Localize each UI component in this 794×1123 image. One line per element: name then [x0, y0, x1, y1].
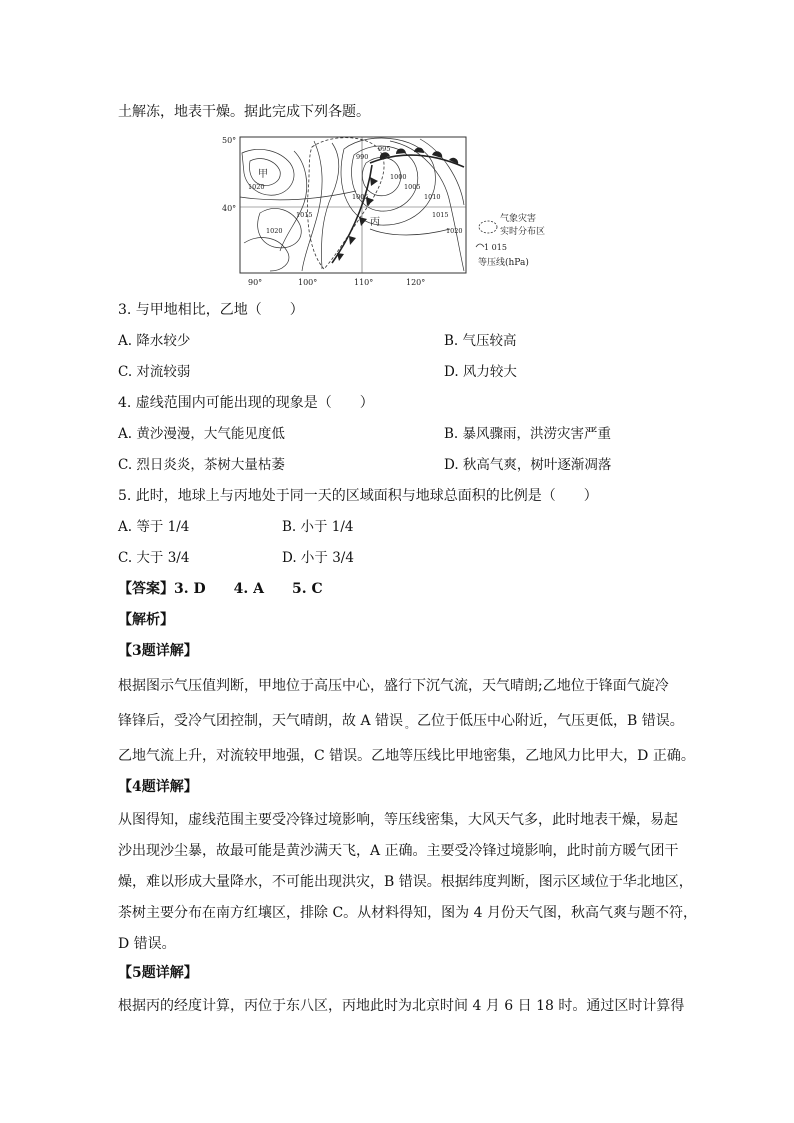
- q3-line-3: 乙地气流上升，对流较甲地强，C 错误。乙地等压线比甲地密集，乙地风力比甲大，D 正确。: [118, 748, 695, 764]
- weather-map: [220, 133, 546, 291]
- q3-line-2: 锋锋后，受冷气团控制，天气晴朗，故 A 错误 $_。$ 乙位于低压中心附近，气压更低，B 错误。: [118, 713, 684, 731]
- isobar-value: 990: [356, 153, 369, 161]
- q5-heading: 【5题详解】: [118, 965, 198, 981]
- question-4-option-b: B. 暴风骤雨，洪涝灾害严重: [444, 426, 612, 442]
- question-4-stem: 4. 虚线范围内可能出现的现象是（ ）: [118, 395, 374, 411]
- question-4-option-d: D. 秋高气爽，树叶逐渐凋落: [444, 457, 612, 473]
- question-3-option-a: A. 降水较少: [118, 333, 191, 349]
- legend-isobar-value: 1 015: [484, 243, 507, 252]
- question-5-stem: 5. 此时，地球上与丙地处于同一天的区域面积与地球总面积的比例是（ ）: [118, 488, 598, 504]
- analysis-heading: 【解析】: [118, 612, 174, 628]
- q4-line-1: 从图得知，虚线范围主要受冷锋过境影响，等压线密集，大风天气多，此时地表干燥，易起: [118, 812, 678, 828]
- question-3-stem: 3. 与甲地相比，乙地（ ）: [118, 302, 304, 318]
- lon-label-120: 120°: [406, 278, 426, 287]
- question-5-option-d: D. 小于 3/4: [282, 550, 354, 566]
- question-3-option-c: C. 对流较弱: [118, 364, 191, 380]
- q3-heading: 【3题详解】: [118, 643, 198, 659]
- question-3-option-d: D. 风力较大: [444, 364, 517, 380]
- hazard-area: [308, 138, 385, 269]
- q4-line-4: 茶树主要分布在南方红壤区，排除 C。从材料得知，图为 4 月份天气图，秋高气爽与题不符，: [118, 905, 697, 921]
- q4-line-5: D 错误。: [118, 936, 176, 952]
- lat-label-50: 50°: [222, 136, 237, 145]
- q4-line-3: 燥，难以形成大量降水，不可能出现洪灾，B 错误。根据纬度判断，图示区域位于华北地区，: [118, 874, 693, 890]
- isobar-value: 1005: [404, 183, 421, 191]
- legend-hazard-symbol: [479, 221, 497, 233]
- isobar-value: 995: [378, 145, 391, 153]
- q4-heading: 【4题详解】: [118, 779, 198, 795]
- question-5-option-b: B. 小于 1/4: [282, 519, 354, 535]
- isobar-value: 1010: [424, 193, 441, 201]
- isobars: [240, 138, 464, 271]
- q5-line-1: 根据丙的经度计算，丙位于东八区，丙地此时为北京时间 4 月 6 日 18 时。通过区时计算得: [118, 998, 685, 1014]
- legend-hazard-line1: 气象灾害: [500, 214, 537, 224]
- question-3-option-b: B. 气压较高: [444, 333, 517, 349]
- intro-text: 土解冻，地表干燥。据此完成下列各题。: [118, 104, 370, 120]
- question-4-option-a: A. 黄沙漫漫，大气能见度低: [118, 426, 285, 442]
- isobar-value: 1000: [390, 173, 407, 181]
- legend-isobar-label: 等压线(hPa): [478, 258, 529, 268]
- region-jia: 甲: [258, 169, 268, 180]
- isobar-value: 1015: [296, 211, 313, 219]
- isobar-value: 1020: [248, 183, 265, 191]
- answer-line: 【答案】3. D 4. A 5. C: [118, 581, 323, 597]
- q3-line-1: 根据图示气压值判断，甲地位于高压中心，盛行下沉气流，天气晴朗;乙地位于锋面气旋冷: [118, 678, 669, 694]
- q4-line-2: 沙出现沙尘暴，故最可能是黄沙满天飞，A 正确。主要受冷锋过境影响，此时前方暖气团干: [118, 843, 679, 859]
- question-5-option-c: C. 大于 3/4: [118, 550, 190, 566]
- lat-label-40: 40°: [222, 204, 237, 213]
- isobar-value: 1020: [446, 227, 463, 235]
- region-bing: 丙: [370, 217, 380, 228]
- lon-label-90: 90°: [248, 278, 263, 287]
- legend-hazard-line2: 实时分布区: [500, 227, 546, 237]
- q3-dot: 。: [405, 720, 416, 731]
- legend-isobar-symbol: [476, 244, 484, 247]
- question-5-option-a: A. 等于 1/4: [118, 519, 190, 535]
- lon-label-110: 110°: [354, 278, 374, 287]
- question-4-option-c: C. 烈日炎炎，茶树大量枯萎: [118, 457, 285, 473]
- lon-label-100: 100°: [298, 278, 318, 287]
- isobar-value: 1005: [352, 193, 369, 201]
- isobar-value: 1020: [266, 227, 283, 235]
- isobar-value: 1015: [432, 211, 449, 219]
